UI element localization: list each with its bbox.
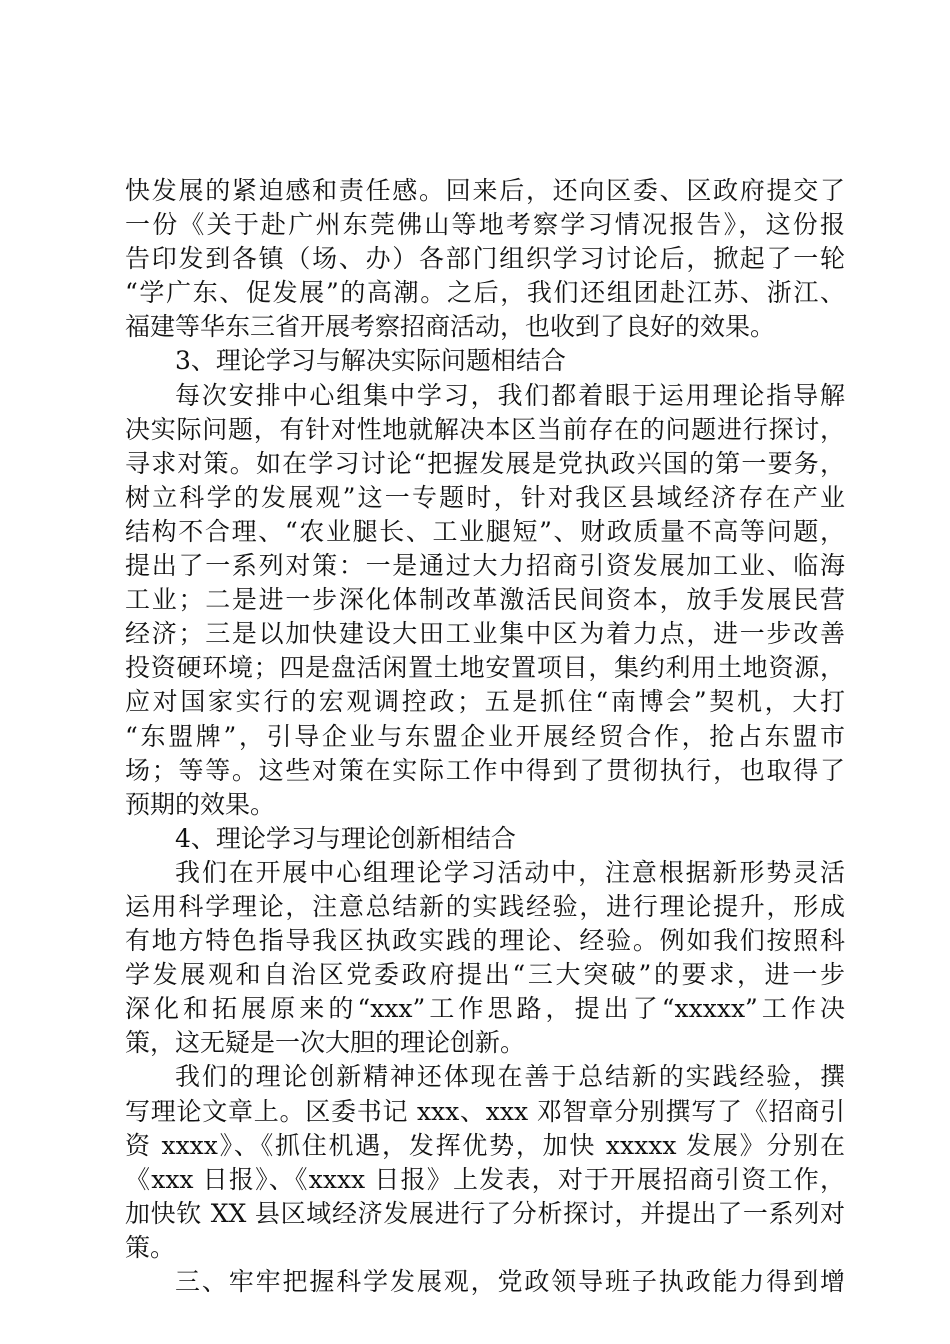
- text-line: 策。: [125, 1232, 176, 1262]
- text-line: 告印发到各镇（场、办）各部门组织学习讨论后，掀起了一轮: [125, 244, 845, 274]
- text-line: 结构不合理、“农业腿长、工业腿短”、财政质量不高等问题，: [125, 516, 845, 546]
- text-line: 投资硬环境；四是盘活闲置土地安置项目，集约利用土地资源，: [125, 653, 845, 683]
- text-line: 场；等等。这些对策在实际工作中得到了贯彻执行，也取得了: [125, 755, 845, 785]
- paragraph-first-line: 我们在开展中心组理论学习活动中，注意根据新形势灵活: [175, 857, 845, 887]
- text-line: 福建等华东三省开展考察招商活动，也收到了良好的效果。: [125, 312, 776, 342]
- text-line: 经济；三是以加快建设大田工业集中区为着力点，进一步改善: [125, 619, 845, 649]
- text-line: 写理论文章上。区委书记 xxx、xxx 邓智章分别撰写了《招商引: [125, 1096, 845, 1126]
- text-line: 决实际问题，有针对性地就解决本区当前存在的问题进行探讨，: [125, 414, 845, 444]
- document-body: [125, 174, 845, 1299]
- paragraph-first-line: 4、理论学习与理论创新相结合: [175, 823, 516, 853]
- text-line: “东盟牌”，引导企业与东盟企业开展经贸合作，抢占东盟市: [125, 721, 845, 751]
- text-line: 寻求对策。如在学习讨论“把握发展是党执政兴国的第一要务，: [125, 448, 845, 478]
- paragraph-first-line: 三、牢牢把握科学发展观，党政领导班子执政能力得到增: [175, 1267, 845, 1296]
- text-line: 提出了一系列对策：一是通过大力招商引资发展加工业、临海: [125, 551, 845, 581]
- text-line: 快发展的紧迫感和责任感。回来后，还向区委、区政府提交了: [125, 176, 845, 205]
- text-line: 学发展观和自治区党委政府提出“三大突破”的要求，进一步: [125, 960, 845, 990]
- text-line: 预期的效果。: [125, 789, 276, 819]
- text-line: “学广东、促发展”的高潮。之后，我们还组团赴江苏、浙江、: [125, 278, 845, 308]
- paragraph-first-line: 我们的理论创新精神还体现在善于总结新的实践经验，撰: [175, 1062, 845, 1092]
- text-line: 《xxx 日报》、《xxxx 日报》上发表，对于开展招商引资工作，: [125, 1164, 845, 1194]
- text-line: 运用科学理论，注意总结新的实践经验，进行理论提升，形成: [125, 891, 845, 921]
- text-line: 深化和拓展原来的“xxx”工作思路，提出了“xxxxx”工作决: [125, 994, 845, 1024]
- text-line: 一份《关于赴广州东莞佛山等地考察学习情况报告》，这份报: [125, 210, 845, 240]
- text-line: 应对国家实行的宏观调控政；五是抓住“南博会”契机，大打: [125, 687, 845, 717]
- paragraph-first-line: 每次安排中心组集中学习，我们都着眼于运用理论指导解: [175, 380, 845, 410]
- text-line: 策，这无疑是一次大胆的理论创新。: [125, 1028, 526, 1058]
- text-line: 加快钦 XX 县区域经济发展进行了分析探讨，并提出了一系列对: [125, 1198, 845, 1228]
- text-line: 资 xxxx》、《抓住机遇，发挥优势，加快 xxxxx 发展》分别在: [125, 1130, 845, 1160]
- text-line: 工业；二是进一步深化体制改革激活民间资本，放手发展民营: [125, 585, 845, 615]
- text-line: 树立科学的发展观”这一专题时，针对我区县域经济存在产业: [125, 482, 845, 512]
- text-line: 有地方特色指导我区执政实践的理论、经验。例如我们按照科: [125, 926, 845, 956]
- paragraph-first-line: 3、理论学习与解决实际问题相结合: [175, 346, 566, 376]
